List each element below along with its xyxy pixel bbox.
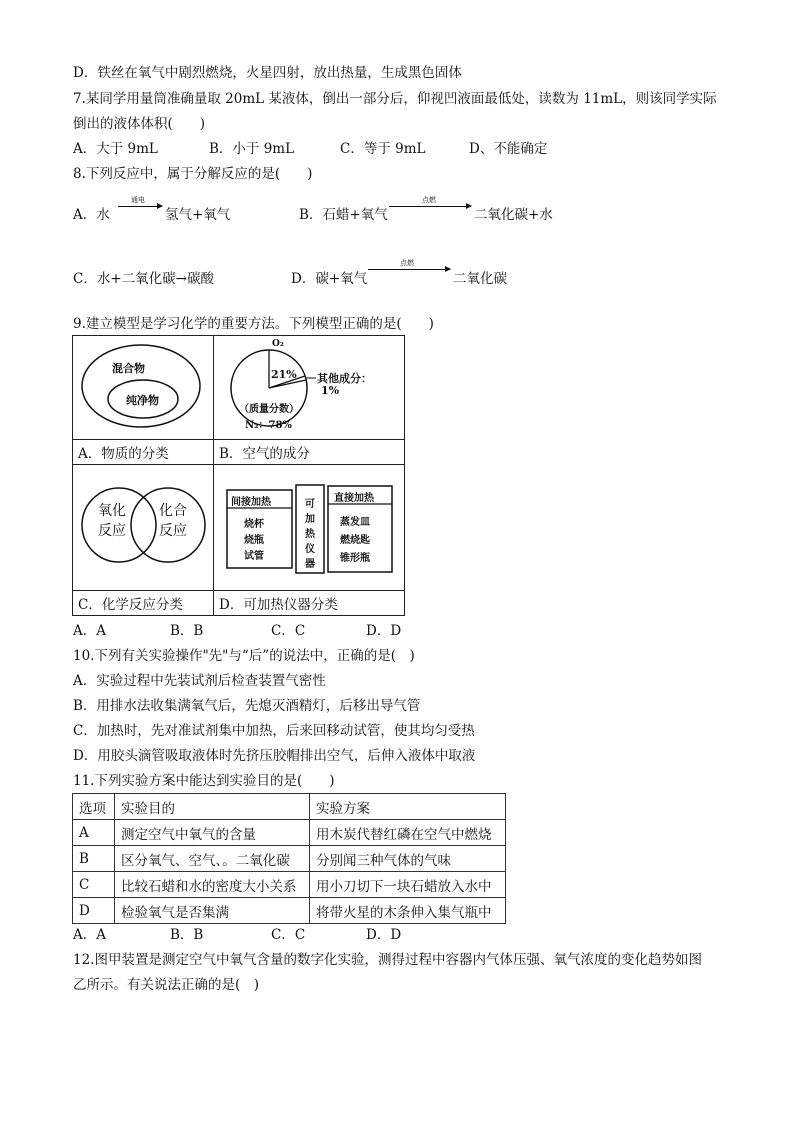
- q7-option-c: C．等于 9mL: [340, 141, 426, 157]
- q12-stem-line2: 乙所示。有关说法正确的是( ): [73, 977, 260, 993]
- q11-cell: 用小刀切下一块石蜡放入水中: [310, 872, 506, 898]
- q11-header-option: 选项: [73, 794, 115, 820]
- q11-cell: C: [73, 872, 115, 898]
- q8-option-a-label: A．水: [73, 207, 110, 223]
- q6-option-d: D．铁丝在氧气中剧烈燃烧，火星四射，放出热量，生成黑色固体: [73, 65, 462, 81]
- q11-cell: 区分氧气、空气、。二氧化碳: [115, 846, 310, 872]
- q9-fig-d-direct-title: 直接加热: [334, 493, 374, 504]
- q11-cell: 测定空气中氧气的含量: [115, 820, 310, 846]
- q10-stem: 10.下列有关实验操作"先"与“后”的说法中，正确的是( ): [73, 648, 415, 664]
- q10-option-c: C．加热时，先对准试剂集中加热，后来回移动试管，使其均匀受热: [73, 723, 475, 739]
- q9-fig-c-left-line2: 反应: [98, 523, 126, 539]
- q9-caption-b: B．空气的成分: [214, 440, 405, 465]
- q11-cell: B: [73, 846, 115, 872]
- q9-fig-a-inner-label: 纯净物: [126, 394, 159, 407]
- q9-caption-a: A．物质的分类: [73, 440, 214, 465]
- q9-fig-b-o2-percent: 21%: [271, 368, 297, 381]
- q9-fig-d-indirect-title: 间接加热: [231, 497, 271, 508]
- q11-cell: 将带火星的木条伸入集气瓶中: [310, 898, 506, 924]
- q10-option-a: A．实验过程中先装试剂后检查装置气密性: [73, 673, 326, 689]
- q7-option-b: B．小于 9mL: [209, 141, 295, 157]
- q8-option-b-label: B．石蜡+氧气: [299, 207, 388, 223]
- q9-fig-d-indirect-item: 烧瓶: [244, 535, 264, 546]
- q8-b-arrow: [389, 206, 471, 207]
- q9-fig-c-venn: [73, 465, 213, 590]
- q9-fig-d-indirect-item: 烧杯: [244, 519, 264, 530]
- q9-option-a: A．A: [73, 623, 106, 639]
- q11-cell: 检验氧气是否集满: [115, 898, 310, 924]
- q9-fig-d: [214, 465, 405, 591]
- q9-fig-d-center-char: 可: [305, 499, 315, 510]
- q7-option-d: D、不能确定: [469, 141, 548, 157]
- q9-fig-b-pie: [214, 336, 404, 439]
- q9-fig-d-indirect-item: 试管: [244, 551, 264, 562]
- q8-d-condition: 点燃: [400, 259, 414, 267]
- q11-stem: 11.下列实验方案中能达到实验目的是( ): [73, 773, 335, 789]
- q7-stem-line1: 7.某同学用量筒准确量取 20mL 某液体，倒出一部分后，仰视凹液面最低处，读数为 11mL，则该同学实际: [73, 91, 717, 107]
- q11-option-b: B．B: [170, 927, 204, 943]
- q9-fig-c-left-line1: 氧化: [98, 503, 126, 519]
- q8-option-c-label: C．水+二氧化碳→碳酸: [73, 271, 214, 287]
- q11-table: [72, 793, 506, 924]
- q12-stem-line1: 12.图甲装置是测定空气中氧气含量的数字化实验，测得过程中容器内气体压强、氧气浓度的变化趋势如图: [73, 952, 702, 968]
- q7-option-a: A．大于 9mL: [73, 141, 158, 157]
- q9-fig-b-mass-note: （质量分数）: [239, 404, 299, 415]
- q11-cell: A: [73, 820, 115, 846]
- q9-fig-b: [214, 336, 405, 440]
- q9-caption-d: D．可加热仪器分类: [214, 591, 405, 616]
- q9-caption-c: C．化学反应分类: [73, 591, 214, 616]
- q11-cell: 用木炭代替红磷在空气中燃烧: [310, 820, 506, 846]
- q9-stem: 9.建立模型是学习化学的重要方法。下列模型正确的是( ): [73, 316, 434, 332]
- q9-fig-d-center-char: 加: [305, 514, 315, 525]
- q11-header-plan: 实验方案: [310, 794, 506, 820]
- q10-option-d: D．用胶头滴管吸取液体时先挤压胶帽排出空气，后伸入液体中取液: [73, 748, 476, 764]
- q8-stem: 8.下列反应中，属于分解反应的是( ): [73, 166, 313, 182]
- q11-option-d: D．D: [366, 927, 402, 943]
- q10-option-b: B．用排水法收集满氧气后，先熄灭酒精灯，后移出导气管: [73, 698, 421, 714]
- q9-fig-b-n2-label: N₂：78%: [245, 420, 292, 431]
- q9-fig-c-right-line2: 反应: [159, 523, 187, 539]
- q8-b-condition: 点燃: [422, 196, 436, 204]
- q11-option-c: C．C: [271, 927, 306, 943]
- q8-a-arrow: [118, 206, 162, 207]
- q9-fig-b-other-percent: 1%: [321, 384, 340, 397]
- q9-fig-c: [73, 465, 214, 591]
- q8-b-product: 二氧化碳+水: [474, 207, 553, 223]
- table-row: [73, 898, 506, 924]
- q8-d-product: 二氧化碳: [453, 271, 507, 287]
- q9-fig-d-center-char: 仪: [305, 544, 315, 555]
- q9-fig-a: [73, 336, 214, 440]
- table-row: [73, 872, 506, 898]
- q9-model-grid: [72, 335, 405, 616]
- q9-fig-b-other-label: 其他成分：: [317, 372, 372, 385]
- q9-option-d: D．D: [366, 623, 402, 639]
- q9-fig-b-o2-label: O₂: [272, 339, 284, 349]
- q7-stem-line2: 倒出的液体体积( ): [73, 116, 206, 132]
- q9-fig-d-center-char: 器: [305, 559, 315, 570]
- q11-header-purpose: 实验目的: [115, 794, 310, 820]
- q11-cell: D: [73, 898, 115, 924]
- q9-fig-d-direct-item: 蒸发皿: [340, 517, 370, 528]
- q11-header-row: [73, 794, 506, 820]
- q11-cell: 分别闻三种气体的气味: [310, 846, 506, 872]
- q8-option-d-label: D．碳+氧气: [291, 271, 368, 287]
- q11-cell: 比较石蜡和水的密度大小关系: [115, 872, 310, 898]
- q9-fig-c-right-line1: 化合: [159, 503, 187, 519]
- table-row: [73, 846, 506, 872]
- q9-option-b: B．B: [170, 623, 204, 639]
- q9-fig-a-outer-label: 混合物: [112, 362, 145, 375]
- q8-a-condition: 通电: [131, 196, 145, 204]
- q8-d-arrow: [368, 269, 450, 270]
- q9-fig-a-drawing: [73, 336, 213, 439]
- q11-option-a: A．A: [73, 927, 106, 943]
- q9-fig-d-direct-item: 燃烧匙: [340, 535, 370, 546]
- table-row: [73, 820, 506, 846]
- q8-a-product: 氢气+氧气: [165, 207, 231, 223]
- q9-option-c: C．C: [271, 623, 306, 639]
- q9-fig-d-center-char: 热: [305, 529, 315, 540]
- q9-fig-d-direct-item: 锥形瓶: [340, 553, 370, 564]
